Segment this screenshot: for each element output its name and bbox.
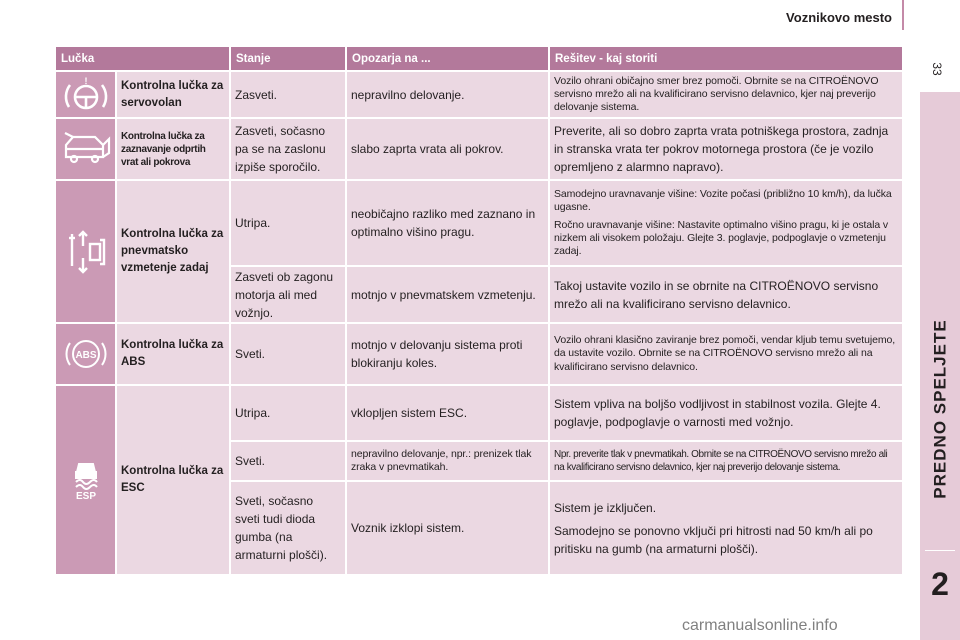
light-solution: Sistem je izključen. Samodejno se ponovno vključi pri hitrosti nad 50 km/h ali po pritisku na gumb (na armaturni plošči). bbox=[550, 482, 904, 576]
watermark: carmanualsonline.info bbox=[682, 617, 838, 634]
chapter-number: 2 bbox=[931, 566, 949, 602]
svg-text:ABS: ABS bbox=[74, 350, 97, 361]
table-row bbox=[56, 386, 904, 442]
light-solution: Vozilo ohrani klasično zaviranje brez pomoči, vendar kljub temu svetujemo, da ustavite vozilo. Obrnite se na CITROËNOVO servisno mrežo ali na kvalificirano servisno delavnico. bbox=[550, 324, 904, 386]
table-header-row bbox=[56, 47, 904, 72]
svg-text:!: ! bbox=[69, 250, 74, 263]
svg-text:ESP: ESP bbox=[75, 491, 96, 502]
air-suspension-icon bbox=[56, 181, 117, 324]
light-solution: Preverite, ali so dobro zaprta vrata potniškega prostora, zadnja in stranska vrata ter pokrov motornega prostora (če je vozilo opremljeno z alarmno napravo). bbox=[550, 119, 904, 181]
page-header-title: Voznikovo mesto bbox=[786, 10, 892, 25]
chapter-divider bbox=[925, 550, 955, 551]
light-solution: Takoj ustavite vozilo in se obrnite na CITROËNOVO servisno mrežo ali na kvalificirano servisno delavnico. bbox=[550, 267, 904, 324]
light-state: Utripa. bbox=[231, 181, 347, 267]
warning-lights-table bbox=[56, 47, 904, 576]
light-name: Kontrolna lučka za ESC bbox=[117, 386, 231, 576]
light-cause: nepravilno delovanje, npr.: prenizek tlak zraka v pnevmatikah. bbox=[347, 442, 550, 482]
light-cause: Voznik izklopi sistem. bbox=[347, 482, 550, 576]
table-row bbox=[56, 72, 904, 119]
header-state: Stanje bbox=[231, 47, 347, 72]
light-solution: Samodejno uravnavanje višine: Vozite počasi (približno 10 km/h), da lučka ugasne. Ročno uravnavanje višine: Nastavite optimalno višino pragu, ki je ostala v nizkem ali visokem položaju. Glejte 3. poglavje, podpoglavje o vzmetenju zadaj. bbox=[550, 181, 904, 267]
light-cause: nepravilno delovanje. bbox=[347, 72, 550, 119]
light-cause: slabo zaprta vrata ali pokrov. bbox=[347, 119, 550, 181]
table-row bbox=[56, 181, 904, 267]
light-state: Utripa. bbox=[231, 386, 347, 442]
light-cause: motnjo v pnevmatskem vzmetenju. bbox=[347, 267, 550, 324]
light-state: Sveti. bbox=[231, 324, 347, 386]
header-light: Lučka bbox=[56, 47, 231, 72]
light-cause: motnjo v delovanju sistema proti blokiranju koles. bbox=[347, 324, 550, 386]
svg-text:!: ! bbox=[84, 75, 87, 86]
table-row bbox=[56, 119, 904, 181]
header-cause: Opozarja na ... bbox=[347, 47, 550, 72]
page-number: 33 bbox=[930, 62, 944, 76]
light-solution: Npr. preverite tlak v pnevmatikah. Obrnite se na CITROËNOVO servisno mrežo ali na kvalificirano servisno delavnico, kjer naj preverijo delovanje sistema. bbox=[550, 442, 904, 482]
abs-icon bbox=[56, 324, 117, 386]
light-state: Zasveti ob zagonu motorja ali med vožnjo. bbox=[231, 267, 347, 324]
light-state: Sveti, sočasno sveti tudi dioda gumba (na armaturni plošči). bbox=[231, 482, 347, 576]
light-cause: vklopljen sistem ESC. bbox=[347, 386, 550, 442]
power-steering-warning-icon bbox=[56, 72, 117, 119]
esc-icon bbox=[56, 386, 117, 576]
light-state: Zasveti, sočasno pa se na zaslonu izpiše sporočilo. bbox=[231, 119, 347, 181]
light-name: Kontrolna lučka za pnevmatsko vzmetenje zadaj bbox=[117, 181, 231, 324]
light-solution: Sistem vpliva na boljšo vodljivost in stabilnost vozila. Glejte 4. poglavje, podpoglavje o varnosti med vožnjo. bbox=[550, 386, 904, 442]
light-state: Zasveti. bbox=[231, 72, 347, 119]
light-name: Kontrolna lučka za ABS bbox=[117, 324, 231, 386]
light-name: Kontrolna lučka za servovolan bbox=[117, 72, 231, 119]
open-doors-icon bbox=[56, 119, 117, 181]
light-state: Sveti. bbox=[231, 442, 347, 482]
chapter-label: PREDNO SPELJETE bbox=[931, 319, 950, 499]
header-divider bbox=[902, 0, 904, 30]
light-solution: Vozilo ohrani običajno smer brez pomoči. Obrnite se na CITROËNOVO servisno mrežo ali na kvalificirano servisno delavnico, kjer naj preverijo delovanje sistema. bbox=[550, 72, 904, 119]
light-name: Kontrolna lučka za zaznavanje odprtih vrat ali pokrova bbox=[117, 119, 231, 181]
header-solution: Rešitev - kaj storiti bbox=[550, 47, 904, 72]
light-cause: neobičajno razliko med zaznano in optimalno višino pragu. bbox=[347, 181, 550, 267]
table-row bbox=[56, 324, 904, 386]
